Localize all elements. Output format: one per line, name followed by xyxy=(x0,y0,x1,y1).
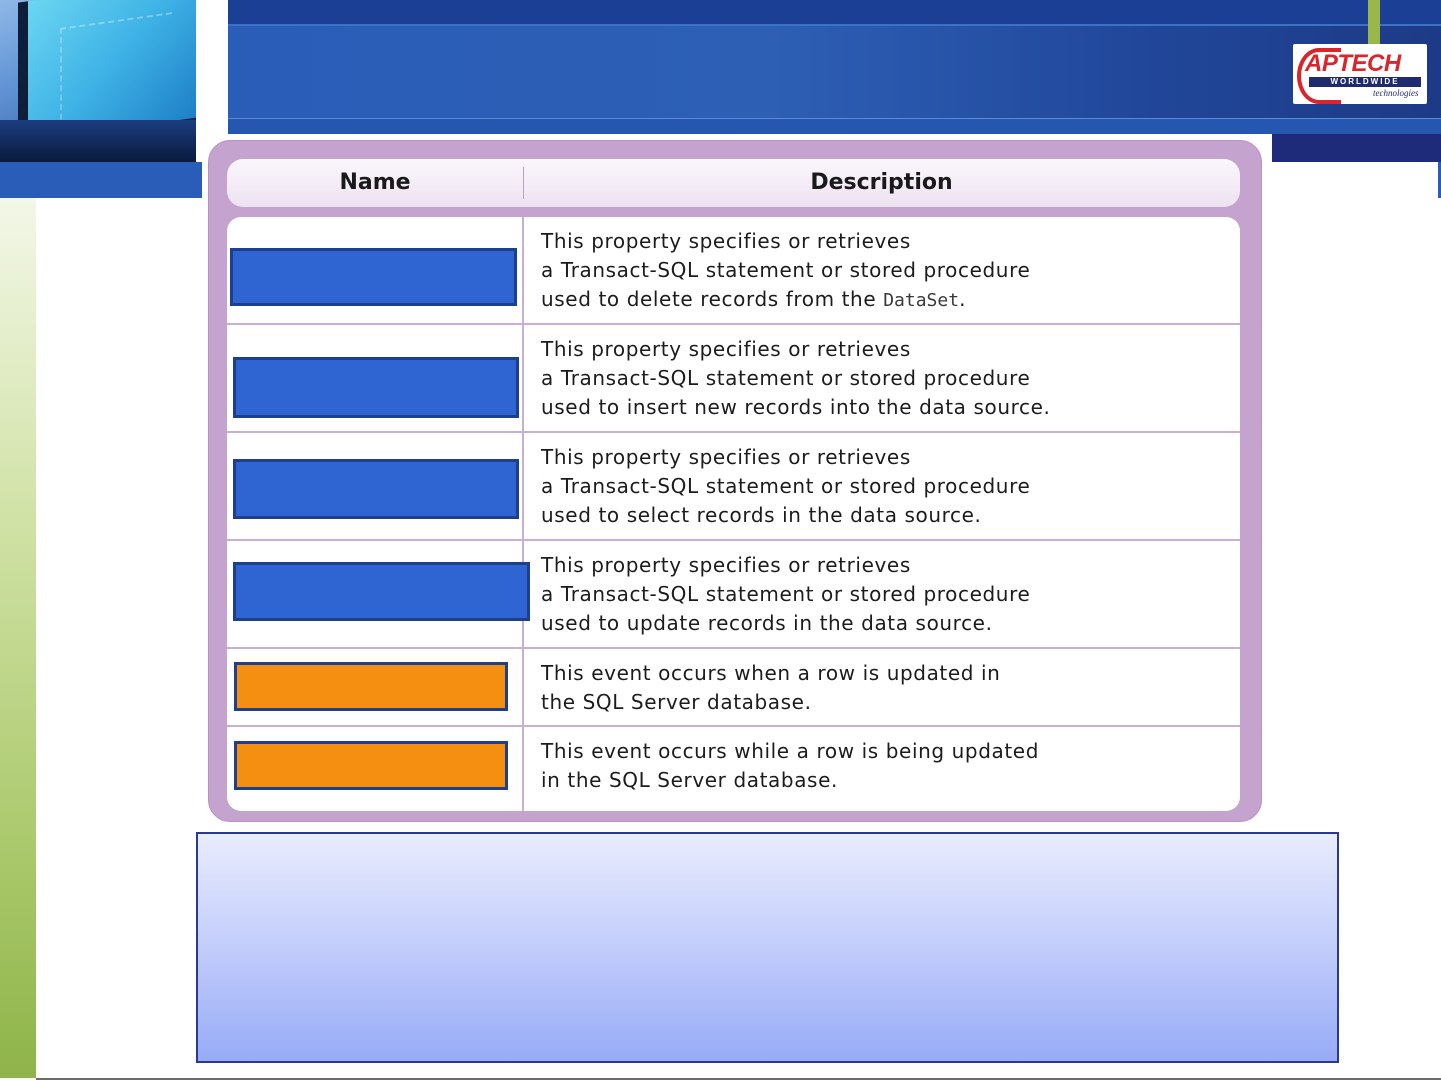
left-gradient-bar xyxy=(0,198,36,1078)
monitor-screen-lines xyxy=(60,12,172,120)
table-header xyxy=(227,159,1240,207)
left-blue-band xyxy=(0,162,204,198)
header-stripe xyxy=(228,118,1441,135)
row-description: This property specifies or retrieves a Transact-SQL statement or stored procedure used to insert new records into the data source. xyxy=(541,337,1051,419)
name-cover-box-3[interactable] xyxy=(233,459,519,519)
note-box xyxy=(196,832,1339,1063)
aptech-logo xyxy=(1293,44,1427,104)
monitor-image xyxy=(0,0,196,162)
logo-brand: APTECH xyxy=(1305,50,1401,77)
dataset-code: DataSet xyxy=(883,290,960,311)
name-cover-box-1[interactable] xyxy=(230,248,517,306)
name-cover-box-2[interactable] xyxy=(233,357,519,418)
name-cover-box-6[interactable] xyxy=(234,741,508,790)
logo-tagline: technologies xyxy=(1373,88,1419,98)
row-description: This event occurs while a row is being updated in the SQL Server database. xyxy=(541,739,1039,792)
header-dark-block xyxy=(1272,134,1441,162)
row-description: This property specifies or retrieves a Transact-SQL statement or stored procedure used to delete records from the DataSet. xyxy=(541,229,1031,311)
monitor-base xyxy=(0,120,196,162)
green-accent xyxy=(1368,0,1380,46)
header-top-strip xyxy=(228,0,1441,26)
name-cover-box-5[interactable] xyxy=(234,662,508,711)
logo-subtitle: WORLDWIDE xyxy=(1309,77,1421,87)
column-header-description: Description xyxy=(810,170,953,195)
bottom-rule xyxy=(36,1078,1441,1080)
row-description: This property specifies or retrieves a Transact-SQL statement or stored procedure used to update records in the data source. xyxy=(541,553,1031,635)
name-cover-box-4[interactable] xyxy=(233,562,530,621)
row-description: This property specifies or retrieves a Transact-SQL statement or stored procedure used to select records in the data source. xyxy=(541,445,1031,527)
column-header-name: Name xyxy=(339,170,411,195)
row-description: This event occurs when a row is updated in the SQL Server database. xyxy=(541,661,1001,714)
